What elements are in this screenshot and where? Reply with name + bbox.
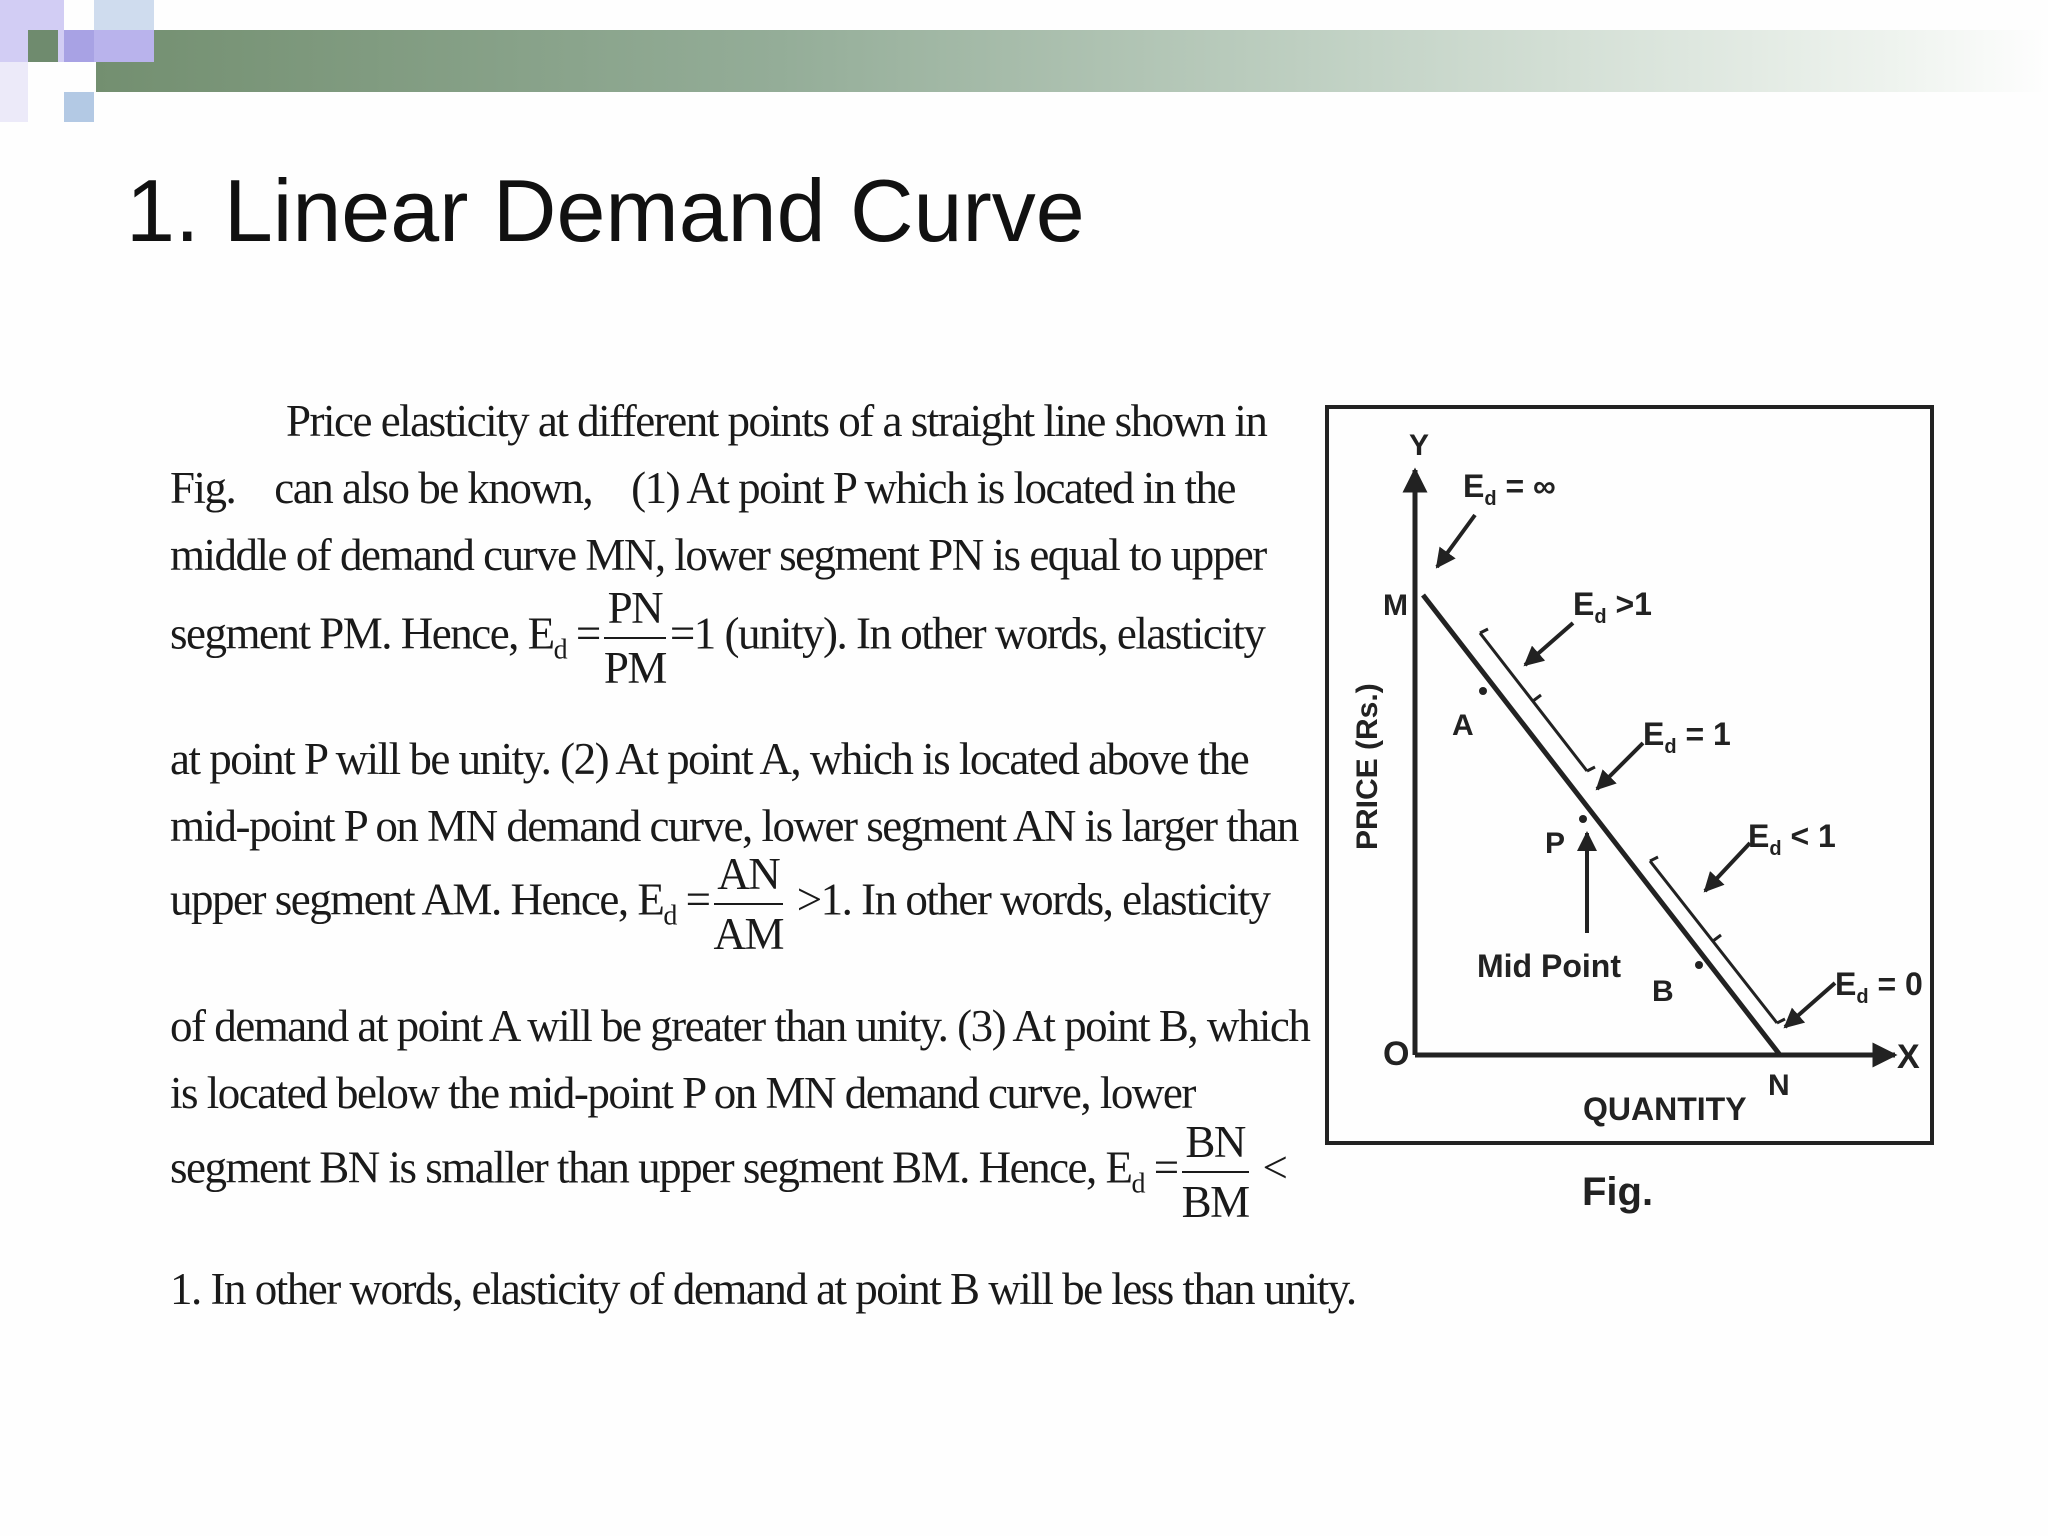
deco-square-pale: [0, 62, 28, 122]
arrow-e-greater-1: [1525, 623, 1573, 665]
fraction-denominator: BM: [1181, 1177, 1249, 1227]
header-gradient-bar: [96, 30, 2048, 92]
text-line-9: is located below the mid-point P on MN demand curve, lower: [170, 1068, 1195, 1118]
origin-label: O: [1383, 1035, 1410, 1073]
fraction-an-am: [714, 845, 784, 963]
slide-title: 1. Linear Demand Curve: [126, 161, 1085, 260]
text-line-5: at point P will be unity. (2) At point A, which is located above the: [170, 734, 1249, 784]
text-line-4-pre: segment PM. Hence, E: [170, 608, 554, 659]
label-mid-point: Mid Point: [1477, 948, 1621, 984]
point-p-label: P: [1545, 827, 1566, 860]
text-line-7-post: >1. In other words, elasticity: [787, 874, 1270, 925]
fraction-denominator: PM: [603, 643, 666, 693]
fraction-pn-pm: [604, 579, 666, 697]
text-line-7-pre: upper segment AM. Hence, E: [170, 874, 664, 925]
text-line-1: Price elasticity at different points of a straight line shown in: [286, 396, 1267, 446]
upper-segment-brace: [1480, 633, 1587, 771]
demand-curve-figure: [1325, 405, 1935, 1145]
point-b-label: B: [1652, 975, 1674, 1008]
text-line-2: Fig. can also be known, (1) At point P which is located in the: [170, 463, 1235, 513]
label-e-equal-1: $E_d = 1$: [1643, 716, 1731, 758]
x-axis-letter: X: [1897, 1038, 1920, 1076]
fraction-numerator: PN: [604, 579, 666, 639]
figure-caption: Fig.: [1582, 1170, 1654, 1214]
subscript-d: d: [663, 900, 676, 932]
fraction-numerator: AN: [714, 845, 784, 905]
point-b-dot: [1695, 961, 1703, 969]
text-line-10-post: <: [1252, 1142, 1287, 1193]
demand-line-mn: [1423, 595, 1780, 1055]
fraction-numerator: BN: [1182, 1113, 1249, 1173]
y-axis-letter: Y: [1409, 429, 1430, 462]
figure-frame: [1327, 407, 1932, 1143]
text-line-11: 1. In other words, elasticity of demand at point B will be less than unity.: [170, 1264, 1356, 1314]
equals-sign: =: [566, 608, 600, 659]
point-m-label: M: [1383, 589, 1408, 622]
arrow-e-less-1: [1705, 843, 1750, 891]
text-line-4: [170, 579, 1264, 697]
fraction-bn-bm: [1182, 1113, 1249, 1231]
text-line-7: [170, 845, 1270, 963]
arrow-e-infinity: [1437, 515, 1475, 567]
label-e-greater-1: $E_d >1$: [1573, 586, 1652, 628]
arrow-e-equal-1: [1597, 743, 1643, 789]
subscript-d: d: [1131, 1168, 1145, 1200]
deco-square-lavender: [94, 30, 154, 62]
text-line-6: mid-point P on MN demand curve, lower segment AN is larger than: [170, 801, 1298, 851]
text-line-4-post: =1 (unity). In other words, elasticity: [669, 608, 1265, 659]
deco-square-blue-small: [64, 92, 94, 122]
quantity-axis-label: QUANTITY: [1583, 1091, 1747, 1127]
point-n-label: N: [1768, 1069, 1790, 1102]
price-axis-label: PRICE (Rs.): [1351, 683, 1384, 850]
deco-square-green: [28, 30, 58, 62]
deco-square-purple: [64, 30, 94, 62]
equals-sign: =: [1144, 1142, 1178, 1193]
text-line-10: [170, 1113, 1286, 1231]
demand-curve-diagram: [1325, 405, 1935, 1145]
subscript-d: d: [553, 634, 567, 666]
equals-sign: =: [675, 874, 710, 925]
point-a-label: A: [1452, 709, 1474, 742]
label-e-less-1: $E_d < 1$: [1748, 818, 1836, 860]
point-a-dot: [1479, 687, 1487, 695]
point-p-dot: [1579, 815, 1587, 823]
text-line-3: middle of demand curve MN, lower segment PN is equal to upper: [170, 530, 1266, 580]
label-e-infinity: $E_d$ = ∞: [1463, 468, 1556, 510]
upper-brace-ticks: [1480, 629, 1595, 771]
fraction-denominator: AM: [713, 909, 784, 959]
text-line-10-pre: segment BN is smaller than upper segment BM. Hence, E: [170, 1142, 1132, 1193]
text-line-8: of demand at point A will be greater than unity. (3) At point B, which: [170, 1001, 1310, 1051]
arrow-e-zero: [1785, 983, 1835, 1027]
label-e-zero: $E_d = 0$: [1835, 966, 1923, 1008]
